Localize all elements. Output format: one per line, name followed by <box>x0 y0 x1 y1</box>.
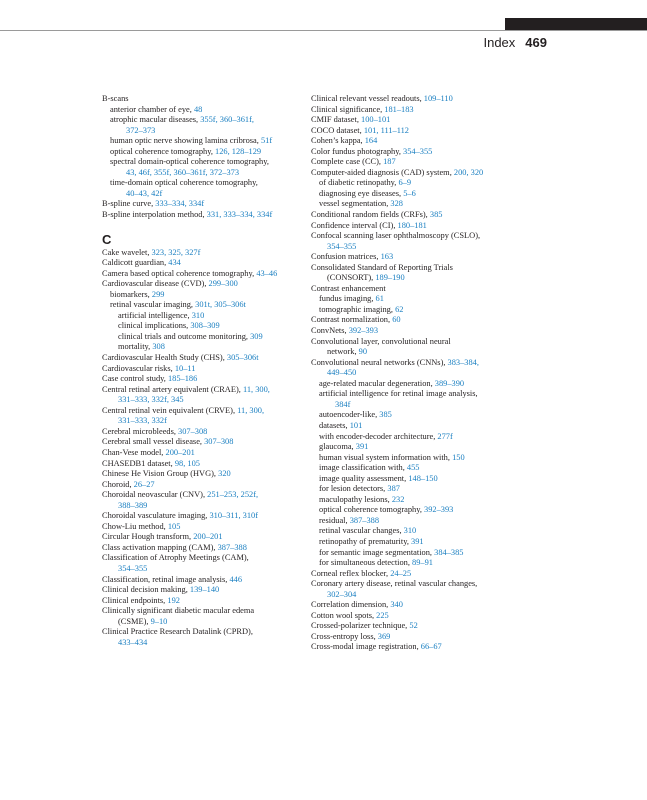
page-reference-link[interactable]: 11, 300, <box>237 405 265 415</box>
index-entry <box>311 252 511 263</box>
index-entry <box>311 326 511 337</box>
page-reference-link[interactable]: 384f <box>335 399 351 409</box>
index-entry <box>102 269 302 280</box>
index-entry <box>102 178 302 189</box>
index-term: Cardiovascular disease (CVD), <box>102 279 209 289</box>
index-entry <box>102 627 302 638</box>
page-reference-link[interactable]: 391 <box>355 442 369 452</box>
index-term: autoencoder-like, <box>319 410 380 420</box>
page-reference-link[interactable]: 61 <box>375 294 384 304</box>
index-entry <box>311 495 511 506</box>
page-reference-link[interactable]: 333–334, 334f <box>155 199 205 209</box>
page-reference-link[interactable]: 455 <box>406 463 420 473</box>
index-entry <box>311 537 511 548</box>
index-entry <box>102 553 302 564</box>
page-reference-link[interactable]: 180–181 <box>397 220 427 230</box>
index-entry <box>311 621 511 632</box>
index-entry-continuation <box>311 590 511 601</box>
page-reference-link[interactable]: 60 <box>392 315 401 325</box>
index-term: for simultaneous detection, <box>319 558 413 568</box>
index-term: ConvNets, <box>311 326 349 336</box>
index-term: clinical implications, <box>118 321 191 331</box>
index-term: Chinese He Vision Group (HVG), <box>102 469 219 479</box>
page-reference-link[interactable]: 148–150 <box>408 473 438 483</box>
index-entry <box>311 168 511 179</box>
index-entry <box>311 526 511 537</box>
page-reference-link[interactable]: 187 <box>383 157 396 167</box>
index-entry <box>102 147 302 158</box>
index-entry <box>311 379 511 390</box>
page-reference-link[interactable]: 10–11 <box>174 363 196 373</box>
index-term: optical coherence tomography, <box>319 505 425 515</box>
index-term: Central retinal artery equivalent (CRAE), <box>102 384 243 394</box>
index-term: time-domain optical coherence tomography, <box>110 178 258 188</box>
index-term: Corneal reflex blocker, <box>311 568 391 578</box>
index-term: Cardiovascular Health Study (CHS), <box>102 353 227 363</box>
index-term: CMIF dataset, <box>311 115 362 125</box>
page-reference-link[interactable]: 26–27 <box>133 479 155 489</box>
page-reference-link[interactable]: 139–140 <box>189 585 220 595</box>
index-entry <box>102 248 302 259</box>
page-reference-link[interactable]: 301t, 305–306t <box>195 300 246 310</box>
index-entry <box>311 516 511 527</box>
page-reference-link[interactable]: 51f <box>260 136 273 146</box>
page-reference-link[interactable]: 389–390 <box>434 378 465 388</box>
index-term: CHASEDB1 dataset, <box>102 458 175 468</box>
index-entry <box>311 94 511 105</box>
index-term: image quality assessment, <box>319 473 409 483</box>
index-term: artificial intelligence for retinal image analysis, <box>319 389 478 399</box>
page-reference-link[interactable]: 383–384, <box>447 357 479 367</box>
index-term: Clinical relevant vessel readouts, <box>311 94 424 103</box>
index-term: biomarkers, <box>110 289 152 299</box>
index-term: Case control study, <box>102 374 168 384</box>
index-entry <box>102 532 302 543</box>
index-term: Coronary artery disease, retinal vascular changes, <box>311 579 478 589</box>
page-reference-link[interactable]: 9–10 <box>150 616 168 626</box>
index-entry <box>102 364 302 375</box>
page-reference-link[interactable]: 354–355 <box>403 146 433 156</box>
index-entry <box>102 427 302 438</box>
page-reference-link[interactable]: 40–43, 42f <box>126 188 163 198</box>
index-term: retinal vascular changes, <box>319 526 404 536</box>
page-reference-link[interactable]: 200–201 <box>193 532 223 542</box>
index-term: Clinical significance, <box>311 104 385 114</box>
index-entry <box>311 231 511 242</box>
page-reference-link[interactable]: 434 <box>168 258 181 268</box>
index-term: Class activation mapping (CAM), <box>102 542 218 552</box>
index-entry-continuation <box>311 400 511 411</box>
page-reference-link[interactable]: 150 <box>452 452 465 462</box>
index-term: Color fundus photography, <box>311 146 404 156</box>
index-entry <box>311 484 511 495</box>
page-reference-link[interactable]: 307–308 <box>178 426 208 436</box>
page-reference-link[interactable]: 305–306t <box>226 353 259 363</box>
page-reference-link[interactable]: 320 <box>218 469 231 479</box>
page-reference-link[interactable]: 189–190 <box>375 273 405 283</box>
index-term: Choroidal neovascular (CNV), <box>102 490 208 500</box>
index-entry <box>311 611 511 622</box>
index-term: Contrast normalization, <box>311 315 393 325</box>
index-term: Chow-Liu method, <box>102 521 168 531</box>
index-term: spectral domain-optical coherence tomography, <box>110 157 269 167</box>
index-entry <box>102 385 302 396</box>
index-entry-continuation <box>102 638 302 649</box>
page-reference-link[interactable]: 277f <box>437 431 453 441</box>
index-term: optical coherence tomography, <box>110 146 216 156</box>
index-term: Cross-modal image registration, <box>311 642 421 652</box>
index-entry <box>311 147 511 158</box>
page-reference-link[interactable]: 385 <box>429 210 443 220</box>
index-term: Central retinal vein equivalent (CRVE), <box>102 405 238 415</box>
page-reference-link[interactable]: 354–355 <box>118 563 148 573</box>
index-entry <box>311 126 511 137</box>
index-entry <box>102 490 302 501</box>
index-term: Circular Hough transform, <box>102 532 194 542</box>
index-entry-continuation <box>311 347 511 358</box>
index-term: with encoder-decoder architecture, <box>319 431 438 441</box>
index-term: Clinically significant diabetic macular edema <box>102 606 255 616</box>
page-reference-link[interactable]: 310 <box>191 310 205 320</box>
page-reference-link[interactable]: 310–311, 310f <box>209 511 258 521</box>
index-term: artificial intelligence, <box>118 310 192 320</box>
index-entry <box>102 459 302 470</box>
page-reference-link[interactable]: 323, 325, 327f <box>151 247 201 257</box>
index-term: Confidence interval (CI), <box>311 220 398 230</box>
index-term: glaucoma, <box>319 442 356 452</box>
index-entry <box>102 406 302 417</box>
index-entry <box>311 178 511 189</box>
page-reference-link[interactable]: 126, 128–129 <box>215 146 262 156</box>
page-reference-link[interactable]: 387–388 <box>349 515 380 525</box>
index-entry <box>311 474 511 485</box>
index-term: residual, <box>319 515 350 525</box>
index-entry-continuation <box>102 501 302 512</box>
index-entry-continuation <box>102 189 302 200</box>
header-bar <box>505 18 647 30</box>
index-term: Cohen’s kappa, <box>311 136 365 146</box>
index-entry <box>311 263 511 274</box>
page-reference-link[interactable]: 385 <box>379 410 392 420</box>
index-entry-continuation <box>102 617 302 628</box>
index-entry <box>102 374 302 385</box>
index-entry <box>102 332 302 343</box>
index-term: for lesion detectors, <box>319 484 388 494</box>
index-term: vessel segmentation, <box>319 199 391 209</box>
page-reference-link[interactable]: 340 <box>390 600 403 610</box>
index-entry-continuation <box>102 416 302 427</box>
index-term: Cotton wool spots, <box>311 610 377 620</box>
page-reference-link[interactable]: 164 <box>364 136 378 146</box>
index-term: retinal vascular imaging, <box>110 300 196 310</box>
index-term: Convolutional neural networks (CNNs), <box>311 357 448 367</box>
page-reference-link[interactable]: 331–333, 332f, 345 <box>118 395 184 405</box>
index-entry <box>102 353 302 364</box>
index-entry <box>311 432 511 443</box>
page-reference-link[interactable]: 98, 105 <box>174 458 200 468</box>
index-entry <box>311 505 511 516</box>
index-term: Classification of Atrophy Meetings (CAM), <box>102 553 249 563</box>
page-reference-link[interactable]: 388–389 <box>118 500 148 510</box>
index-entry <box>102 94 302 105</box>
page-reference-link[interactable]: 446 <box>229 574 243 584</box>
page-reference-link[interactable]: 354–355 <box>327 241 357 251</box>
index-entry <box>311 210 511 221</box>
index-entry <box>102 321 302 332</box>
index-entry <box>102 480 302 491</box>
page-reference-link[interactable]: 101 <box>349 420 363 430</box>
index-term: diagnosing eye diseases, <box>319 188 404 198</box>
index-entry <box>311 453 511 464</box>
index-term: mortality, <box>118 342 153 352</box>
index-term: age-related macular degeneration, <box>319 378 435 388</box>
index-entry <box>102 437 302 448</box>
index-term: Cardiovascular risks, <box>102 363 175 373</box>
index-entry-continuation <box>311 242 511 253</box>
page-reference-link[interactable]: 372–373 <box>126 125 156 135</box>
index-entry-continuation <box>102 168 302 179</box>
page-reference-link[interactable]: 52 <box>409 621 418 631</box>
index-term: Clinical Practice Research Datalink (CPRD), <box>102 627 253 637</box>
page-reference-link[interactable]: 48 <box>193 104 203 114</box>
index-entry <box>102 511 302 522</box>
index-entry <box>102 606 302 617</box>
index-entry <box>102 258 302 269</box>
index-entry <box>311 337 511 348</box>
index-entry <box>311 358 511 369</box>
page-reference-link[interactable]: 90 <box>358 347 368 357</box>
page-reference-link[interactable]: 433–434 <box>118 637 148 647</box>
index-term: Choroid, <box>102 479 134 489</box>
index-entry-continuation <box>102 395 302 406</box>
index-term: Correlation dimension, <box>311 600 391 610</box>
page-reference-link[interactable]: 66–67 <box>420 642 442 652</box>
index-entry <box>102 575 302 586</box>
page-reference-link[interactable]: 355f, 360–361f, <box>200 115 254 125</box>
page-reference-link[interactable]: 101, 111–112 <box>363 125 409 135</box>
index-term: (CONSORT), <box>327 273 376 283</box>
page-reference-link[interactable]: 299 <box>151 289 165 299</box>
page-reference-link[interactable]: 307–308 <box>204 437 234 447</box>
page-reference-link[interactable]: 308–309 <box>190 321 220 331</box>
page-reference-link[interactable]: 43, 46f, 355f, 360–361f, 372–373 <box>126 167 240 177</box>
index-term: Caldicott guardian, <box>102 258 169 268</box>
index-letter-heading: C <box>102 231 112 247</box>
index-entry <box>311 548 511 559</box>
page-reference-link[interactable]: 369 <box>377 631 391 641</box>
section-title: Index <box>483 35 516 50</box>
index-term: of diabetic retinopathy, <box>319 178 399 188</box>
index-term: Confocal scanning laser ophthalmoscopy (CSLO), <box>311 231 481 241</box>
running-header <box>483 35 547 53</box>
page-reference-link[interactable]: 181–183 <box>384 104 414 114</box>
page-reference-link[interactable]: 302–304 <box>327 589 357 599</box>
index-column-left <box>102 94 302 648</box>
index-entry <box>102 596 302 607</box>
index-entry <box>311 221 511 232</box>
page-reference-link[interactable]: 200, 320 <box>453 167 484 177</box>
page-reference-link[interactable]: 387–388 <box>217 542 247 552</box>
index-term: tomographic imaging, <box>319 304 396 314</box>
index-term: Computer-aided diagnosis (CAD) system, <box>311 167 454 177</box>
page-reference-link[interactable]: 200–201 <box>165 447 195 457</box>
index-entry <box>311 442 511 453</box>
index-term: Clinical endpoints, <box>102 595 168 605</box>
index-entry <box>102 279 302 290</box>
index-term: Conditional random fields (CRFs), <box>311 210 430 220</box>
page-reference-link[interactable]: 391 <box>411 536 424 546</box>
index-term: anterior chamber of eye, <box>110 104 194 114</box>
index-term: Cross-entropy loss, <box>311 631 378 641</box>
index-entry <box>102 469 302 480</box>
index-entry <box>311 157 511 168</box>
index-term: network, <box>327 347 359 357</box>
page-reference-link[interactable]: 309 <box>250 331 263 341</box>
index-term: COCO dataset, <box>311 125 364 135</box>
index-entry <box>102 448 302 459</box>
index-entry <box>102 115 302 126</box>
page-reference-link[interactable]: 387 <box>387 484 400 494</box>
index-term: Consolidated Standard of Reporting Trials <box>311 262 453 272</box>
index-entry <box>102 300 302 311</box>
page-reference-link[interactable]: 299–300 <box>208 279 238 289</box>
index-term: Confusion matrices, <box>311 252 381 262</box>
index-entry <box>102 136 302 147</box>
index-entry <box>311 632 511 643</box>
page-reference-link[interactable]: 24–25 <box>390 568 412 578</box>
page-reference-link[interactable]: 62 <box>395 304 404 314</box>
index-entry <box>311 294 511 305</box>
index-entry <box>102 543 302 554</box>
index-entry <box>311 600 511 611</box>
page-reference-link[interactable]: 232 <box>391 494 405 504</box>
index-entry <box>311 315 511 326</box>
index-entry <box>311 389 511 400</box>
header-rule <box>0 30 647 31</box>
index-entry <box>102 290 302 301</box>
index-entry <box>311 558 511 569</box>
page-reference-link[interactable]: 100–101 <box>361 115 391 125</box>
index-entry <box>102 105 302 116</box>
index-entry <box>102 210 302 221</box>
index-term: Choroidal vasculature imaging, <box>102 511 210 521</box>
index-term: Cerebral small vessel disease, <box>102 437 205 447</box>
index-entry <box>311 189 511 200</box>
index-term: Convolutional layer, convolutional neural <box>311 336 451 346</box>
page-reference-link[interactable]: 331, 333–334, 334f <box>206 210 273 220</box>
index-term: (CSME), <box>118 616 151 626</box>
index-entry <box>102 311 302 322</box>
index-term: Camera based optical coherence tomography, <box>102 268 257 278</box>
index-entry <box>102 157 302 168</box>
index-entry <box>311 569 511 580</box>
page-number: 469 <box>525 35 547 50</box>
index-term: B-spline curve, <box>102 199 156 209</box>
page-reference-link[interactable]: 6–9 <box>398 178 412 188</box>
page-reference-link[interactable]: 328 <box>390 199 403 209</box>
index-term: Chan-Vese model, <box>102 447 166 457</box>
index-term: fundus imaging, <box>319 294 376 304</box>
page-reference-link[interactable]: 308 <box>152 342 165 352</box>
index-term: retinopathy of prematurity, <box>319 536 412 546</box>
index-entry-continuation <box>311 368 511 379</box>
page-reference-link[interactable]: 392–393 <box>348 326 378 336</box>
index-entry-continuation <box>311 273 511 284</box>
page-reference-link[interactable]: 109–110 <box>423 94 453 103</box>
index-term: human optic nerve showing lamina cribrosa, <box>110 136 261 146</box>
index-term: Crossed-polarizer technique, <box>311 621 410 631</box>
index-entry <box>311 305 511 316</box>
page-reference-link[interactable]: 192 <box>167 595 180 605</box>
index-term: for semantic image segmentation, <box>319 547 435 557</box>
index-column-right <box>311 94 511 653</box>
index-term: Clinical decision making, <box>102 585 190 595</box>
page-reference-link[interactable]: 392–393 <box>424 505 454 515</box>
index-entry <box>311 105 511 116</box>
index-term: Contrast enhancement <box>311 283 386 293</box>
index-entry <box>102 522 302 533</box>
index-entry <box>311 284 511 295</box>
index-entry-continuation <box>102 564 302 575</box>
page-reference-link[interactable]: 43–46 <box>256 268 278 278</box>
index-term: clinical trials and outcome monitoring, <box>118 331 251 341</box>
page-reference-link[interactable]: 89–91 <box>412 558 433 568</box>
page-reference-link[interactable]: 251–253, 252f, <box>207 490 259 500</box>
index-entry <box>311 136 511 147</box>
page-reference-link[interactable]: 5–6 <box>403 188 416 198</box>
index-term: Cake wavelet, <box>102 247 152 257</box>
index-entry <box>102 342 302 353</box>
index-term: B-scans <box>102 94 129 103</box>
index-term: datasets, <box>319 420 350 430</box>
index-entry <box>102 585 302 596</box>
page-reference-link[interactable]: 163 <box>380 252 394 262</box>
index-entry <box>311 463 511 474</box>
index-entry <box>102 199 302 210</box>
page-reference-link[interactable]: 225 <box>376 610 389 620</box>
index-term: human visual system information with, <box>319 452 453 462</box>
index-term: atrophic macular diseases, <box>110 115 201 125</box>
index-entry <box>311 199 511 210</box>
index-entry <box>311 410 511 421</box>
index-term: Complete case (CC), <box>311 157 384 167</box>
index-entry <box>311 421 511 432</box>
page-reference-link[interactable]: 105 <box>167 521 181 531</box>
index-entry <box>311 579 511 590</box>
page-reference-link[interactable]: 310 <box>403 526 417 536</box>
page-reference-link[interactable]: 331–333, 332f <box>118 416 167 426</box>
index-term: image classification with, <box>319 463 407 473</box>
index-entry-continuation <box>102 126 302 137</box>
index-term: B-spline interpolation method, <box>102 210 207 220</box>
index-term: Cerebral microbleeds, <box>102 426 179 436</box>
page-reference-link[interactable]: 449–450 <box>327 368 357 378</box>
page-reference-link[interactable]: 384–385 <box>434 547 464 557</box>
index-term: Classification, retinal image analysis, <box>102 574 230 584</box>
page-reference-link[interactable]: 11, 300, <box>242 384 270 394</box>
index-entry <box>311 642 511 653</box>
page-reference-link[interactable]: 185–186 <box>167 374 198 384</box>
index-entry <box>311 115 511 126</box>
index-term: maculopathy lesions, <box>319 494 392 504</box>
